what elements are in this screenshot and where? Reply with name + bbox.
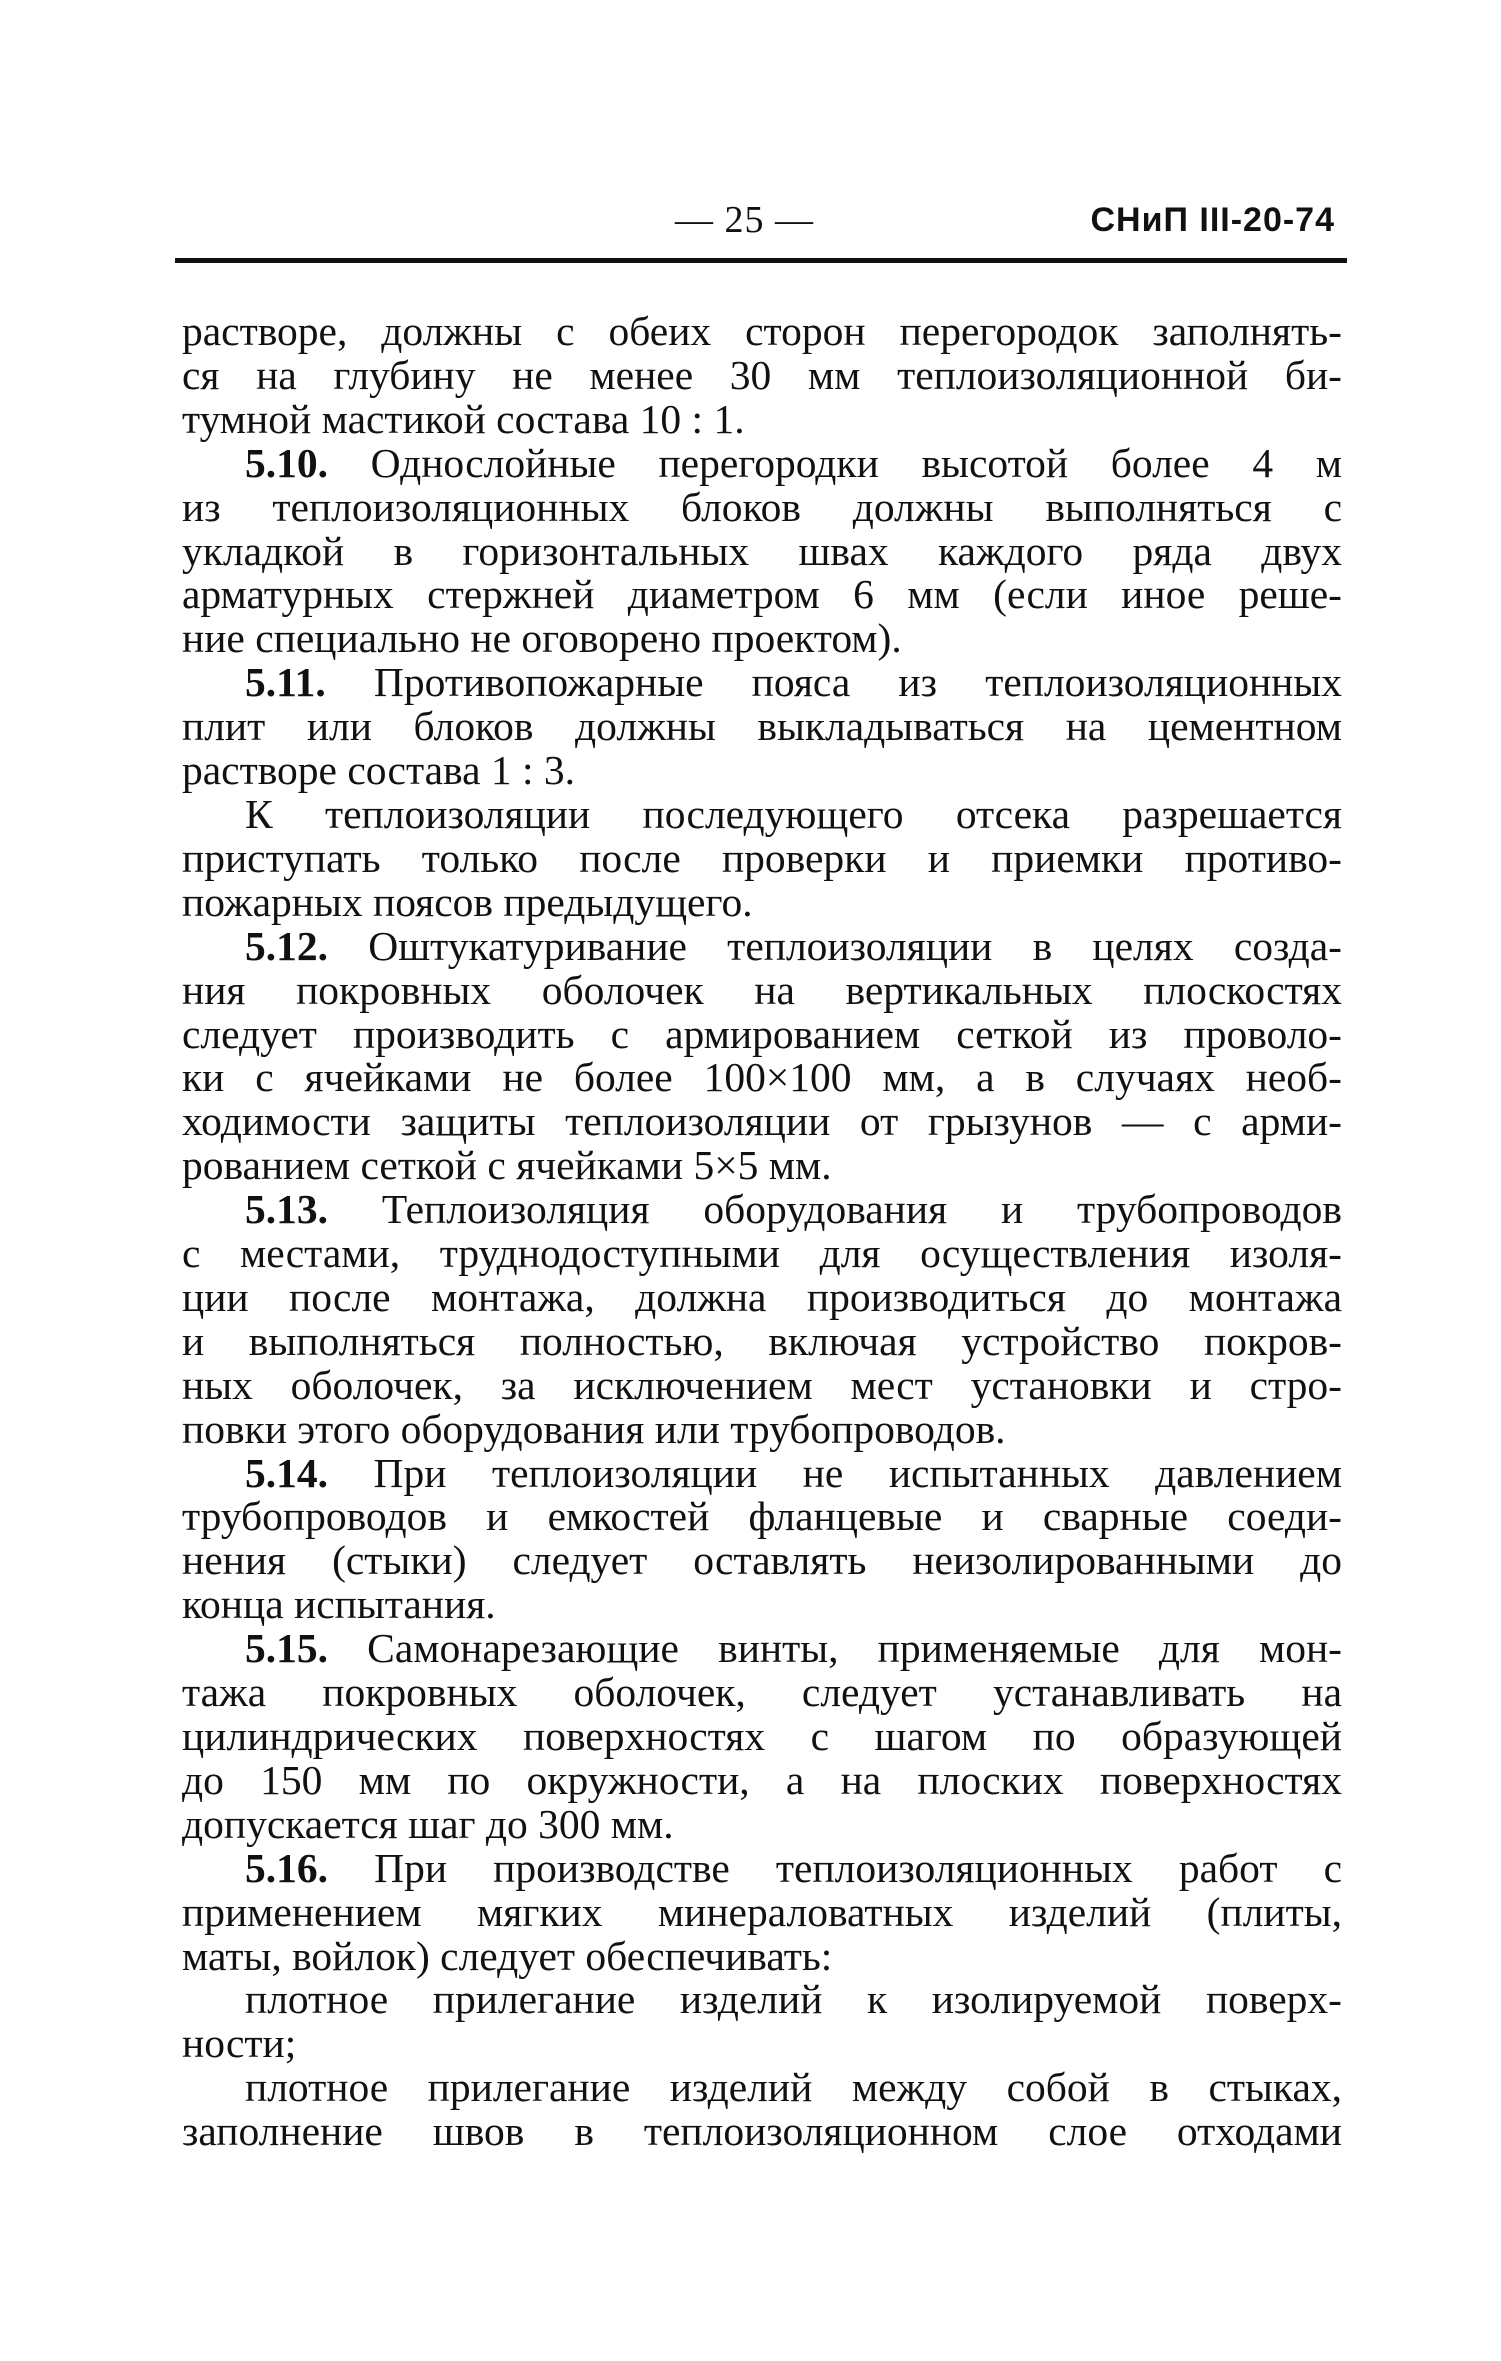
text-line: применением мягких минераловатных изделий (плиты,	[182, 1888, 1342, 1935]
clause-number: 5.13.	[245, 1186, 328, 1233]
text-line	[182, 1844, 1342, 1891]
text-line	[182, 922, 1342, 969]
clause-5-14	[182, 1449, 1342, 1628]
clause-5-12	[182, 922, 1342, 1189]
text-line: растворе, должны с обеих сторон перегородок заполнять-	[182, 308, 1342, 354]
text-line: ных оболочек, за исключением мест установки и стро-	[182, 1361, 1342, 1408]
text-line: из теплоизоляционных блоков должны выполняться с	[182, 483, 1342, 530]
clause-text: Теплоизоляция оборудования и трубопроводов	[381, 1186, 1342, 1233]
text-line: ние специально не оговорено проектом).	[182, 615, 902, 662]
header-rule	[175, 258, 1347, 263]
text-line: пожарных поясов предыдущего.	[182, 878, 753, 925]
document-body	[182, 310, 1342, 2154]
text-line: плит или блоков должны выкладываться на цементном	[182, 703, 1342, 750]
clause-text: При теплоизоляции не испытанных давлением	[373, 1449, 1342, 1496]
text-line: ния покровных оболочек на вертикальных плоскостях	[182, 966, 1342, 1013]
text-line: ходимости защиты теплоизоляции от грызунов — с арми-	[182, 1098, 1342, 1145]
text-line: трубопроводов и емкостей фланцевые и сварные соеди-	[182, 1493, 1342, 1540]
text-line: нения (стыки) следует оставлять неизолированными до	[182, 1537, 1342, 1584]
text-line	[182, 1627, 1342, 1671]
text-line: следует производить с армированием сеткой из проволо-	[182, 1010, 1342, 1057]
clause-text: При производстве теплоизоляционных работ с	[374, 1844, 1342, 1891]
text-line: ности;	[182, 2020, 297, 2067]
text-line: тажа покровных оболочек, следует устанавливать на	[182, 1669, 1342, 1716]
clause-number: 5.16.	[245, 1844, 328, 1891]
clause-number: 5.14.	[245, 1449, 328, 1496]
clause-5-16	[182, 1844, 1342, 1979]
paragraph-continuation	[182, 310, 1342, 442]
text-line: К теплоизоляции последующего отсека разрешается	[245, 790, 1342, 837]
clause-text: Самонарезающие винты, применяемые для мон-	[367, 1625, 1342, 1672]
text-line: рованием сеткой с ячейками 5×5 мм.	[182, 1142, 832, 1189]
text-line: тумной мастикой состава 10 : 1.	[182, 395, 745, 442]
text-line: и выполняться полностью, включая устройство покров-	[182, 1317, 1342, 1364]
text-line: конца испытания.	[182, 1581, 496, 1628]
clause-number: 5.10.	[245, 439, 328, 486]
text-line	[182, 1188, 1342, 1232]
list-item	[182, 1978, 1342, 2066]
page-header	[175, 196, 1345, 256]
clause-5-15	[182, 1627, 1342, 1847]
clause-text: Оштукатуривание теплоизоляции в целях созда-	[368, 922, 1342, 969]
text-line: повки этого оборудования или трубопроводов.	[182, 1405, 1006, 1452]
clause-text: Противопожарные пояса из теплоизоляционных	[373, 659, 1342, 706]
text-line: ции после монтажа, должна производиться до монтажа	[182, 1273, 1342, 1320]
list-item	[182, 2066, 1342, 2154]
page-number: — 25 —	[675, 199, 814, 241]
clause-text: Однослойные перегородки высотой более 4 м	[370, 439, 1343, 486]
text-line: цилиндрических поверхностях с шагом по образующей	[182, 1713, 1342, 1759]
text-line: плотное прилегание изделий к изолируемой поверх-	[245, 1976, 1342, 2023]
text-line	[182, 1449, 1342, 1496]
clause-number: 5.15.	[245, 1625, 328, 1672]
text-line: плотное прилегание изделий между собой в стыках,	[245, 2064, 1342, 2111]
paragraph-fire-belts	[182, 790, 1342, 925]
text-line	[182, 439, 1343, 486]
text-line: с местами, труднодоступными для осуществления изоля-	[182, 1230, 1342, 1277]
clause-number: 5.11.	[245, 659, 326, 706]
text-line: до 150 мм по окружности, а на плоских поверхностях	[182, 1756, 1342, 1803]
clause-5-13	[182, 1188, 1342, 1451]
text-line: заполнение швов в теплоизоляционном слое отходами	[182, 2108, 1342, 2155]
text-line: ся на глубину не менее 30 мм теплоизоляционной би-	[182, 351, 1342, 398]
clause-number: 5.12.	[245, 922, 328, 969]
text-line: растворе состава 1 : 3.	[182, 747, 576, 794]
document-code: СНиП III-20-74	[1090, 201, 1335, 239]
text-line: допускается шаг до 300 мм.	[182, 1800, 674, 1847]
clause-5-11	[182, 661, 1342, 793]
text-line: приступать только после проверки и приемки противо-	[182, 834, 1342, 881]
text-line: укладкой в горизонтальных швах каждого ряда двух	[182, 527, 1342, 574]
text-line	[182, 661, 1342, 705]
text-line: маты, войлок) следует обеспечивать:	[182, 1932, 833, 1979]
clause-5-10	[182, 439, 1343, 662]
text-line: ки с ячейками не более 100×100 мм, а в случаях необ-	[182, 1054, 1342, 1101]
text-line: арматурных стержней диаметром 6 мм (если иное реше-	[182, 571, 1342, 618]
